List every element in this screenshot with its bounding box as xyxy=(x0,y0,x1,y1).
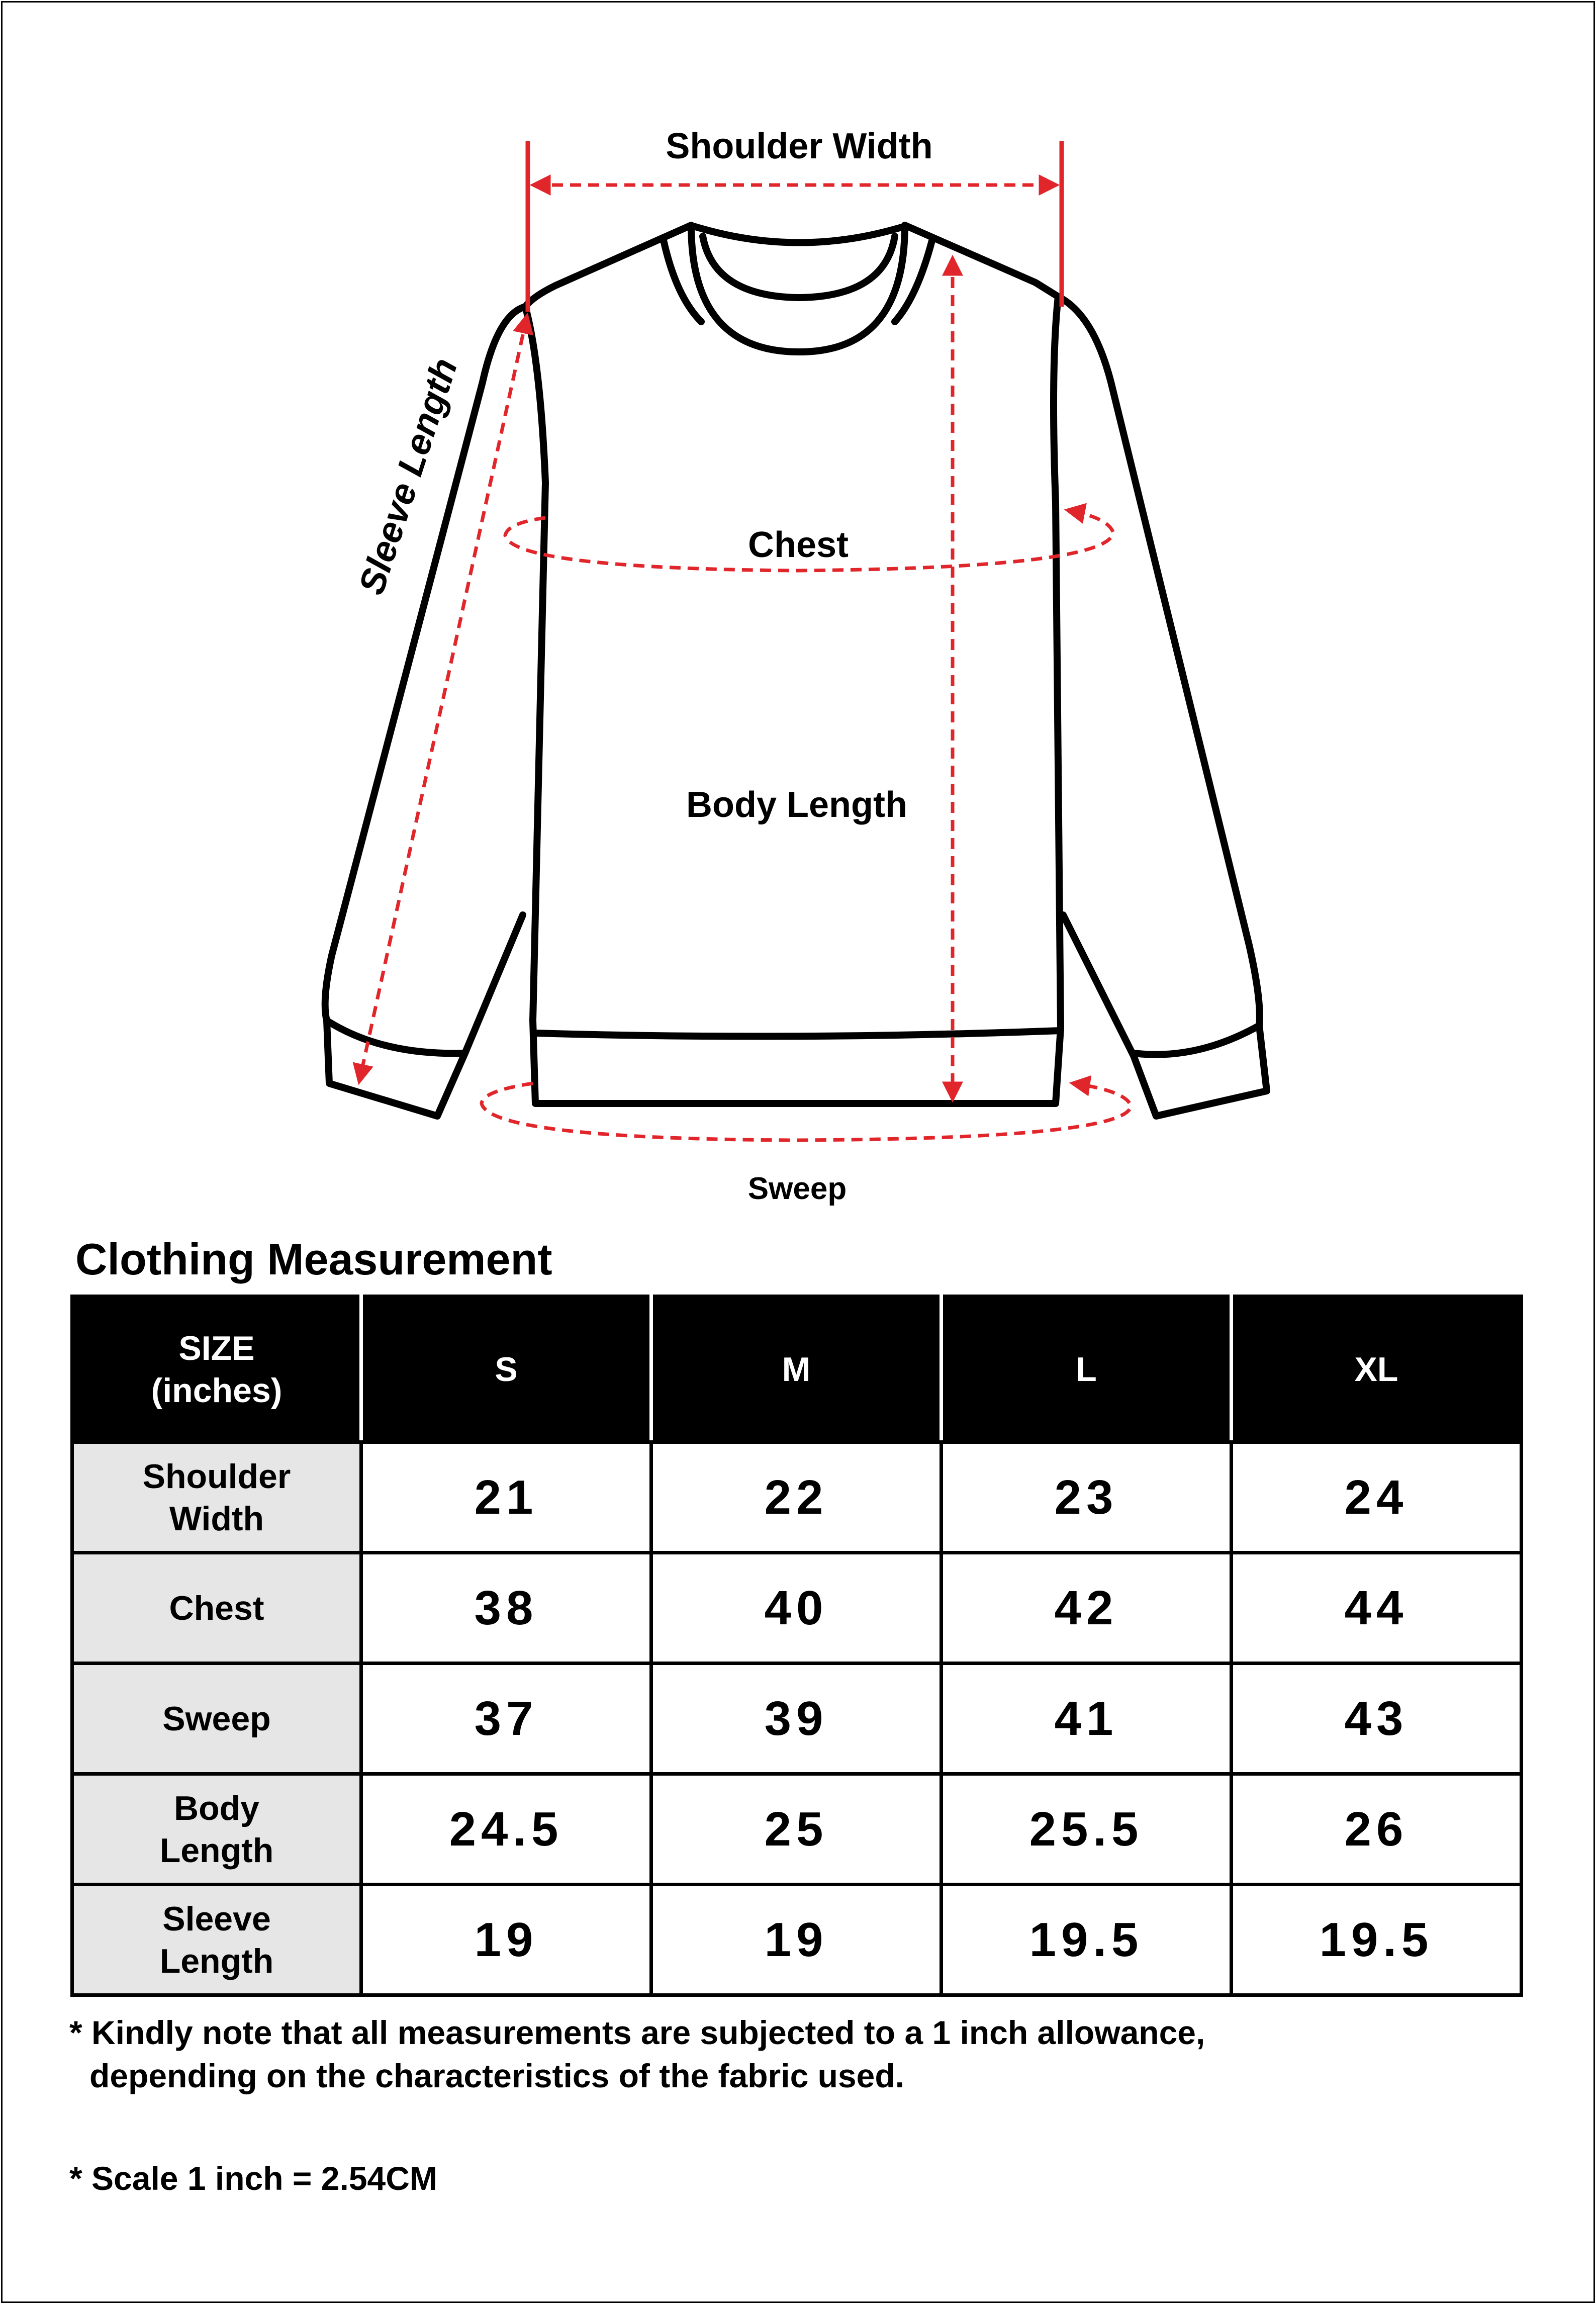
row-label-line2: Length xyxy=(159,1831,274,1870)
chest-label: Chest xyxy=(747,525,849,565)
row-label xyxy=(72,1664,361,1774)
table-cell: 42 xyxy=(942,1553,1232,1664)
table-row xyxy=(72,1774,1522,1885)
table-cell: 44 xyxy=(1232,1553,1522,1664)
shoulder-width-label: Shoulder Width xyxy=(666,126,933,166)
allowance-note-line1: * Kindly note that all measurements are subjected to a 1 inch allowance, xyxy=(69,2014,1205,2051)
allowance-note-line2: depending on the characteristics of the fabric used. xyxy=(89,2057,904,2094)
table-cell: 26 xyxy=(1232,1774,1522,1885)
table-cell: 23 xyxy=(942,1442,1232,1553)
table-row xyxy=(72,1664,1522,1774)
table-cell: 19.5 xyxy=(942,1885,1232,1995)
table-cell: 25.5 xyxy=(942,1774,1232,1885)
table-cell: 19 xyxy=(361,1885,651,1995)
table-cell: 25 xyxy=(651,1774,942,1885)
row-label-line1: Sleeve xyxy=(162,1899,271,1938)
row-label xyxy=(72,1442,361,1553)
table-row xyxy=(72,1885,1522,1995)
size-m-header: M xyxy=(651,1297,942,1442)
row-label xyxy=(72,1885,361,1995)
table-cell: 39 xyxy=(651,1664,942,1774)
size-s-header: S xyxy=(361,1297,651,1442)
table-cell: 24 xyxy=(1232,1442,1522,1553)
table-cell: 40 xyxy=(651,1553,942,1664)
table-cell: 37 xyxy=(361,1664,651,1774)
table-cell: 41 xyxy=(942,1664,1232,1774)
table-header-row xyxy=(72,1297,1522,1442)
size-header-line1: SIZE xyxy=(178,1329,255,1367)
allowance-note xyxy=(69,2011,1205,2097)
sleeve-length-label: Sleeve Length xyxy=(351,353,465,600)
measurement-title: Clothing Measurement xyxy=(75,1234,552,1284)
row-label-line1: Sweep xyxy=(162,1699,271,1738)
row-label-line1: Chest xyxy=(169,1589,264,1627)
row-label-line2: Width xyxy=(169,1499,264,1538)
row-label-line1: Body xyxy=(174,1789,259,1827)
table-cell: 19 xyxy=(651,1885,942,1995)
scale-note: * Scale 1 inch = 2.54CM xyxy=(69,2160,437,2197)
row-label xyxy=(72,1774,361,1885)
sweater-outline xyxy=(325,225,1267,1116)
table-row xyxy=(72,1442,1522,1553)
size-l-header: L xyxy=(942,1297,1232,1442)
row-label-line1: Shoulder xyxy=(142,1457,291,1496)
row-label-line2: Length xyxy=(159,1942,274,1980)
table-cell: 21 xyxy=(361,1442,651,1553)
size-header-line2: (inches) xyxy=(151,1371,283,1410)
row-label xyxy=(72,1553,361,1664)
measurement-table xyxy=(70,1295,1523,1997)
body-length-label: Body Length xyxy=(686,785,907,825)
table-cell: 24.5 xyxy=(361,1774,651,1885)
table-row xyxy=(72,1553,1522,1664)
size-xl-header: XL xyxy=(1232,1297,1522,1442)
table-cell: 38 xyxy=(361,1553,651,1664)
size-header xyxy=(72,1297,361,1442)
table-cell: 43 xyxy=(1232,1664,1522,1774)
table-cell: 22 xyxy=(651,1442,942,1553)
table-cell: 19.5 xyxy=(1232,1885,1522,1995)
sweep-label: Sweep xyxy=(747,1171,847,1206)
